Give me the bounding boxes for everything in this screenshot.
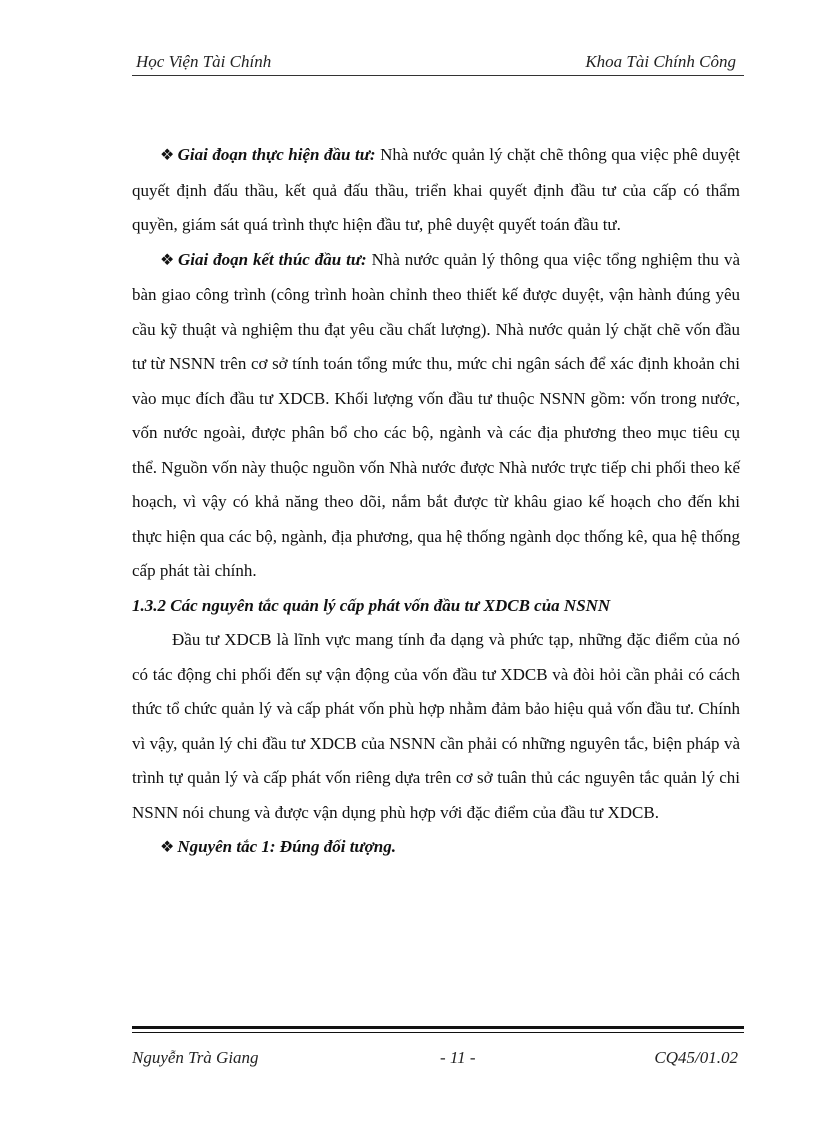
paragraph-text: Nhà nước quản lý chặt chẽ thông qua việc phê duyệt quyết định đấu thầu, kết quả đấu thầu, triển khai quyết định đầu tư của cấp có thẩm quyền, giám sát quá trình thực hiện đầu tư, phê duyệt quyết toán đầu tư. (132, 145, 740, 234)
document-body (132, 138, 740, 866)
paragraph-principles-intro: Đầu tư XDCB là lĩnh vực mang tính đa dạng và phức tạp, những đặc điểm của nó có tác động chi phối đến sự vận động của vốn đầu tư XDCB và đòi hỏi cần phải có cách thức tổ chức quản lý và cấp phát vốn phù hợp nhằm đảm bảo hiệu quả vốn đầu tư. Chính vì vậy, quản lý chi đầu tư XDCB của NSNN cần phải có những nguyên tắc, biện pháp và trình tự quản lý và cấp phát vốn riêng dựa trên cơ sở tuân thủ các nguyên tắc quản lý chi NSNN nói chung và được vận dụng phù hợp với đặc điểm của đầu tư XDCB. (132, 630, 740, 822)
page-header (132, 52, 744, 78)
paragraph-lead: Giai đoạn kết thúc đầu tư: (178, 249, 367, 269)
footer-rule-thin (132, 1032, 744, 1033)
diamond-bullet-icon: ❖ (160, 839, 175, 856)
paragraph-principle-1 (132, 830, 740, 866)
section-heading: 1.3.2 Các nguyên tắc quản lý cấp phát vốn đầu tư XDCB của NSNN (132, 595, 611, 615)
diamond-bullet-icon: ❖ (160, 147, 175, 164)
paragraph-lead: Nguyên tắc 1: Đúng đối tượng. (177, 837, 396, 856)
header-institution: Học Viện Tài Chính (136, 52, 272, 71)
header-faculty: Khoa Tài Chính Công (585, 52, 736, 71)
paragraph-text: Nhà nước quản lý thông qua việc tổng nghiệm thu và bàn giao công trình (công trình hoàn chỉnh theo thiết kế được duyệt, vận hành đúng yêu cầu kỹ thuật và nghiệm thu đạt yêu cầu chất lượng). Nhà nước quản lý chặt chẽ vốn đầu tư từ NSNN trên cơ sở tính toán tổng mức thu, mức chi ngân sách để xác định khoản chi vào mục đích đầu tư XDCB. Khối lượng vốn đầu tư thuộc NSNN gồm: vốn trong nước, vốn nước ngoài, được phân bổ cho các bộ, ngành và các địa phương theo mục tiêu cụ thể. Nguồn vốn này thuộc nguồn vốn Nhà nước được Nhà nước trực tiếp chi phối theo kế hoạch, vì vậy có khả năng theo dõi, nắm bắt được từ khâu giao kế hoạch cho đến khi thực hiện qua các bộ, ngành, địa phương, qua hệ thống ngành dọc thống kê, qua hệ thống cấp phát tài chính. (132, 249, 741, 580)
footer-author: Nguyễn Trà Giang (132, 1048, 259, 1067)
header-rule (132, 75, 744, 76)
paragraph-lead: Giai đoạn thực hiện đầu tư: (177, 145, 376, 164)
footer-rule-thick (132, 1026, 744, 1029)
paragraph-implementation-stage (132, 138, 740, 243)
diamond-bullet-icon: ❖ (160, 251, 175, 269)
page-footer (132, 1048, 744, 1072)
footer-page-number: - 11 - (440, 1048, 476, 1067)
footer-code: CQ45/01.02 (654, 1048, 738, 1067)
paragraph-completion-stage (132, 243, 740, 589)
